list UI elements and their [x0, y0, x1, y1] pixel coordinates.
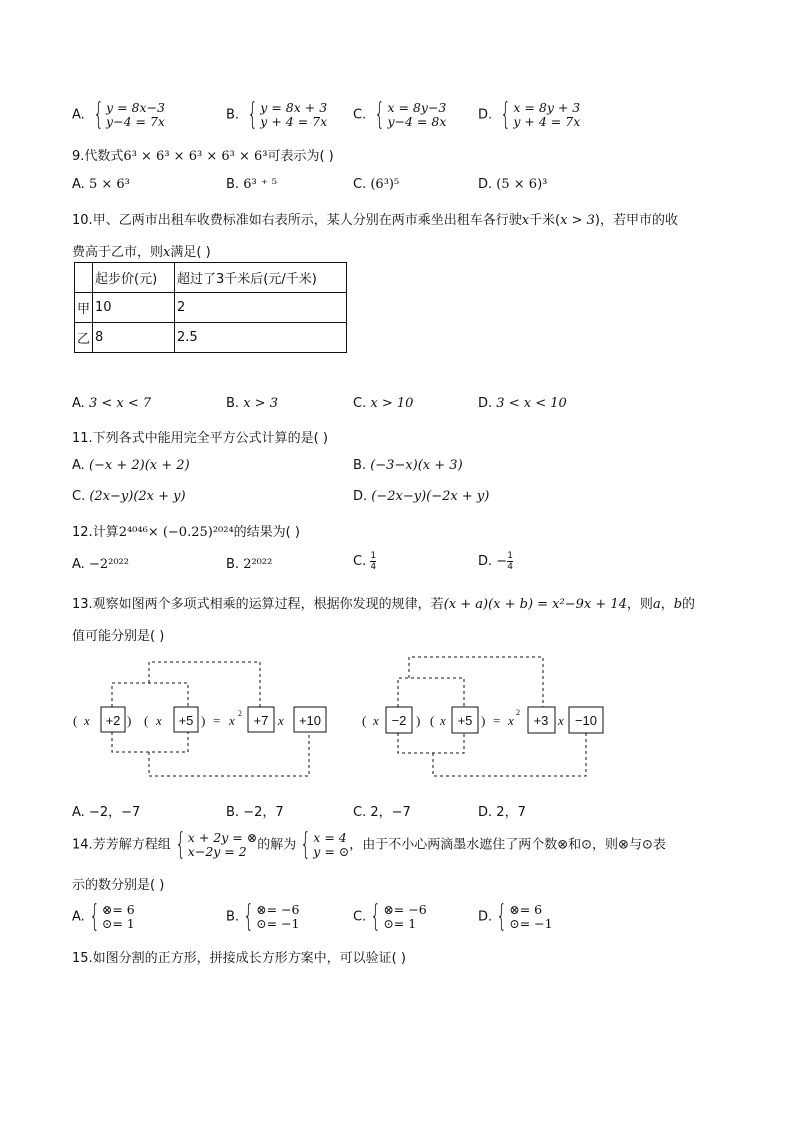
svg-text:): ) — [127, 713, 132, 728]
svg-text:(: ( — [362, 713, 367, 728]
q12-option-d: D. − $\frac{1}{4}$ — [478, 551, 513, 572]
q10-option-b: B. x > 3 — [226, 396, 278, 411]
q12-option-a: A. −2²⁰²² — [72, 557, 129, 572]
q10-option-c: C. x > 10 — [353, 396, 414, 411]
svg-text:): ) — [481, 713, 486, 728]
q11-option-a: A. (−x + 2)(x + 2) — [72, 458, 190, 473]
q12-option-c: C. $\frac{1}{4}$ — [353, 551, 377, 572]
q11-stem: 11.下列各式中能用完全平方公式计算的是( ) — [72, 431, 328, 446]
svg-text:x: x — [278, 713, 284, 728]
q13-option-c: C. 2，−7 — [353, 805, 411, 820]
q8-option-a: A. { y = 8x−3 y−4 = 7x — [72, 97, 165, 132]
q11-option-d: D. (−2x−y)(−2x + y) — [353, 489, 490, 504]
svg-text:x: x — [558, 713, 564, 728]
q13-stem-line1: 13.观察如图两个多项式相乘的运算过程，根据你发现的规律，若(x + a)(x + b) = x²−9x + 14，则a，b的 — [72, 597, 696, 612]
q8-option-d: D. { x = 8y + 3 y + 4 = 7x — [478, 97, 581, 132]
box-label: +2 — [105, 713, 121, 728]
svg-text:x: x — [229, 713, 235, 728]
q14-stem-line2: 示的数分别是( ) — [72, 878, 165, 893]
svg-text:): ) — [416, 713, 421, 728]
svg-text:(: ( — [430, 713, 435, 728]
q9-option-b: B. 6³ ⁺ ⁵ — [226, 177, 278, 192]
q11-option-c: C. (2x−y)(2x + y) — [72, 489, 186, 504]
fraction-neg-one-quarter: $\frac{1}{4}$ — [507, 551, 513, 572]
q12-option-b: B. 2²⁰²² — [226, 557, 273, 572]
svg-text:2: 2 — [238, 709, 242, 718]
q8-option-b: B. { y = 8x + 3 y + 4 = 7x — [226, 97, 328, 132]
box-label: −2 — [391, 713, 407, 728]
fraction-one-quarter: $\frac{1}{4}$ — [370, 551, 377, 572]
q13-stem-line2: 值可能分别是( ) — [72, 629, 165, 644]
q13-option-d: D. 2，7 — [478, 805, 526, 820]
multiplication-diagram-left — [70, 656, 340, 782]
q10-option-d: D. 3 < x < 10 — [478, 396, 567, 411]
q14-option-b: B. { ⊗= −6 ⊙= −1 — [226, 899, 300, 934]
q13-option-a: A. −2，−7 — [72, 805, 141, 820]
q12-stem: 12.计算2⁴⁰⁴⁶× (−0.25)²⁰²⁴的结果为( ) — [72, 525, 300, 540]
q11-option-b: B. (−3−x)(x + 3) — [353, 458, 463, 473]
q10-option-a: A. 3 < x < 7 — [72, 396, 152, 411]
svg-text:=: = — [213, 713, 221, 728]
svg-text:(: ( — [73, 713, 78, 728]
svg-text:x: x — [373, 713, 379, 728]
q13-option-b: B. −2，7 — [226, 805, 284, 820]
q9-option-a: A. 5 × 6³ — [72, 177, 130, 192]
q8-option-c: C. { x = 8y−3 y−4 = 8x — [353, 97, 447, 132]
q10-stem-line2: 费高于乙市，则x满足( ) — [72, 245, 211, 260]
table-row: 乙 8 2.5 — [75, 323, 347, 353]
q14-option-a: A. { ⊗= 6 ⊙= 1 — [72, 899, 135, 934]
svg-text:x: x — [84, 713, 90, 728]
q9-option-c: C. (6³)⁵ — [353, 177, 400, 192]
q9-option-d: D. (5 × 6)³ — [478, 177, 548, 192]
multiplication-diagram-right — [360, 653, 610, 781]
svg-text:2: 2 — [516, 708, 520, 717]
q10-stem-line1: 10.甲、乙两市出租车收费标准如右表所示，某人分别在两市乘坐出租车各行驶x千米(x > 3)，若甲市的收 — [72, 213, 678, 228]
q14-stem-line1: 14.芳芳解方程组 { x + 2y = ⊗ x−2y = 2 的解为 { x = 4 y = ⊙ ，由于不小心两滴墨水遮住了两个数⊗和⊙，则⊗与⊙表 — [72, 827, 666, 862]
table-row: 甲 10 2 — [75, 293, 347, 323]
q15-stem: 15.如图分割的正方形，拼接成长方形方案中，可以验证( ) — [72, 951, 406, 966]
box-label: +5 — [178, 713, 194, 728]
box-label: −10 — [574, 713, 598, 728]
svg-text:=: = — [493, 713, 501, 728]
svg-text:x: x — [440, 713, 446, 728]
fee-table — [74, 262, 347, 353]
q14-option-c: C. { ⊗= −6 ⊙= 1 — [353, 899, 427, 934]
box-label: +7 — [253, 713, 269, 728]
svg-text:x: x — [156, 713, 162, 728]
svg-text:): ) — [201, 713, 206, 728]
q14-option-d: D. { ⊗= 6 ⊙= −1 — [478, 899, 553, 934]
svg-text:x: x — [508, 713, 514, 728]
q9-stem: 9.代数式6³ × 6³ × 6³ × 6³ × 6³可表示为( ) — [72, 149, 334, 164]
box-label: +10 — [298, 713, 322, 728]
svg-text:(: ( — [144, 713, 149, 728]
table-row: 起步价(元) 超过了3千米后(元/千米) — [75, 263, 347, 293]
box-label: +5 — [457, 713, 473, 728]
box-label: +3 — [533, 713, 549, 728]
